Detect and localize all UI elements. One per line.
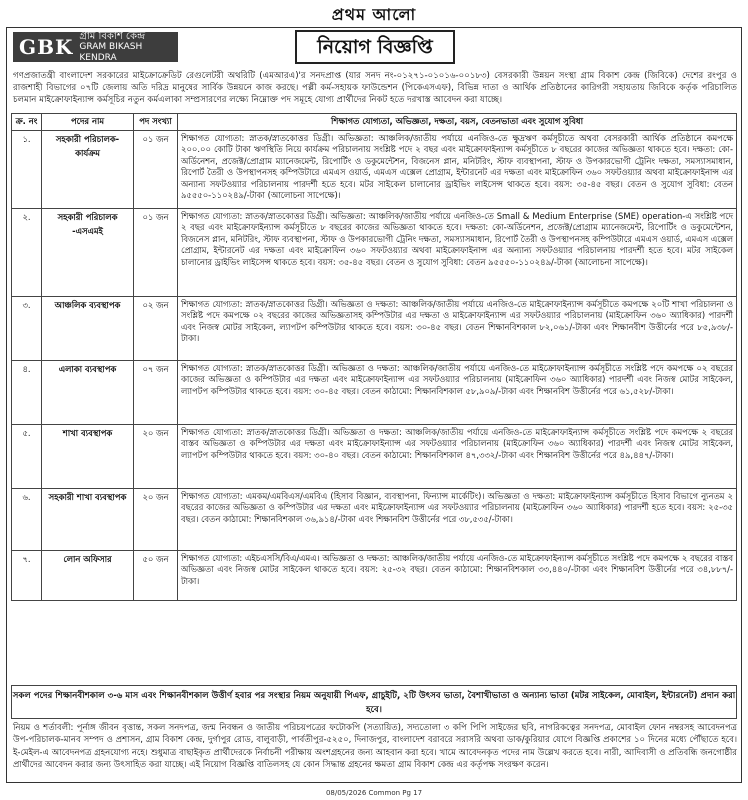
table-header-row [12, 114, 737, 131]
row-desc: শিক্ষাগত যোগ্যতা: স্নাতক/স্নাতকোত্তর ডিগ্রী। অভিজ্ঞতা ও দক্ষতা: আঞ্চলিক/জাতীয় পর্যায়ে এনজিও-তে মাইক্রোফাইন্যান্স কর্মসূচীতে সংশ্লিষ্ট পদে কমপক্ষে ২ বছরের বাস্তব অভিজ্ঞতা ও কম্পিউটার এর দক্ষতা এবং মাইক্রোফাইন্যান্স এর সফটওয়্যার পরিচালনায় (মাইক্রোফিন ৩৬০ অ্যাধিকার) পারদর্শী এবং নিজস্ব মোটর সাইকেল, ল্যাপটপ কম্পিউটার থাকতে হবে। বয়স: ৩০-৪০ বছর। বেতন কাঠামো: শিক্ষানবিশকাল ৪৭,৩৩২/-টাকা এবং শিক্ষানবিশ উত্তীর্নের পরে ৪৯,৪৪৭/-টাকা। [178, 425, 737, 489]
job-advertisement [6, 27, 742, 783]
org-names [79, 31, 178, 64]
row-desc: শিক্ষাগত যোগ্যতা: স্নাতক/স্নাতকোত্তর ডিগ্রী। অভিজ্ঞতা ও দক্ষতা: আঞ্চলিক/জাতীয় পর্যায়ে এনজিও-তে মাইক্রোফাইন্যান্স কর্মসূচীতে সংশ্লিষ্ট পদে কমপক্ষে ০২ বছরের কাজের অভিজ্ঞতা ও কম্পিউটার এর দক্ষতা এবং মাইক্রোফাইন্যান্স এর সফটওয়্যার পরিচালনায় (মাইক্রোফিন ৩৬০ অ্যাধিকার) পারদর্শী এবং নিজস্ব মোটর সাইকেল, ল্যাপটপ কম্পিউটার থাকতে হবে। বয়স: ৩০-৪৫ বছর। বেতন কাঠামো: শিক্ষানবিশকাল ৫৮,৯০৯/-টাকা এবং শিক্ষানবিশ উত্তীর্নের পরে ৬১,৫২৮/-টাকা। [178, 361, 737, 425]
row-count: ২০ জন [134, 489, 178, 551]
table-row [12, 551, 737, 601]
intro-paragraph: গণপ্রজাতন্ত্রী বাংলাদেশ সরকারের মাইক্রোক্রেডিট রেগুলেটরী অথরিটি (এমআরএ)'র সনদপ্রাপ্ত (যার সনদ নং-০১২৭১-০১০১৬-০০১৮৩) বেসরকারী উন্নয়ন সংস্থা গ্রাম বিকাশ কেন্দ্র (জিবিকে) দেশের রংপুর ও রাজশাহী বিভাগের ০৭টি জেলায় অতি দরিদ্র মানুষের সার্বিক উন্নয়নে কাজ করছে। পল্লী কর্ম-সহায়ক ফাউন্ডেশন (পিকেএসএফ), বিভিন্ন দাতা ও আর্থিক প্রতিষ্ঠানের কারিগরী সহায়তায় জিবিকে কর্তৃক পরিচালিত চলমান মাইক্রোফাইন্যান্স কর্মসূচির নতুন কর্মএলাকা সম্প্রসারণের লক্ষ্যে নিম্নোক্ত পদ সমূহে যোগ্য প্রার্থীদের নিকট হতে দরখাস্ত আবেদন করা যাচ্ছে। [13, 71, 737, 106]
row-desc: শিক্ষাগত যোগ্যতা: স্নাতক/স্নাতকোত্তর ডিগ্রী। অভিজ্ঞতা: আঞ্চলিক/জাতীয় পর্যায়ে এনজিও-তে ক্ষুদ্রঋণ কর্মসূচীতে অথবা বেসরকারী আর্থিক প্রতিষ্ঠানে কমপক্ষে ২০০.০০ কোটি টাকা ঋণস্থিতি নিয়ে কার্যক্রম পরিচালনায় সংশ্লিষ্ট পদে ২ বছর এবং মাইক্রোফাইন্যান্স কর্মসূচীতে ৮ বছরের কাজের অভিজ্ঞতা থাকতে হবে। দক্ষতা: কো-অর্ডিনেশন, প্রজেক্ট/প্রোগ্রাম ম্যানেজমেন্ট, রিপোর্টিং ও ডকুমেন্টেশন, বিজনেস প্লান, মনিটরিং, স্টাফ ব্যবস্থাপনা, স্টাফ ও উপকারভোগী ট্রেনিং দক্ষতা, সমস্যাসমাধান, রিপোর্ট তৈরী ও উপস্থাপনসহ কম্পিউটারে এমএস ওয়ার্ড, এমএস এক্সেল প্রোগ্রাম, ইন্টারনেট এর দক্ষতা এবং মাইক্রোফিন ৩৬০ সফটওয়্যার অথবা মাইক্রোফাইনান্স এর অন্যান্য সফটওয়্যার পরিচালনায় পারদর্শী হতে হবে। মটর সাইকেল চালানোর ড্রাইভিং লাইসেন্স থাকতে হবে। বয়স: ৩৫-৪৫ বছর। বেতন ও সুযোগ সুবিধা: বেতন ৯৫৫৫০-১১০২৪৯/-টাকা (আলোচনা সাপেক্ষে)। [178, 131, 737, 209]
row-post: সহকারী পরিচালক -এসএমই [42, 209, 134, 297]
header-sl: ক্র. নং [12, 114, 42, 131]
org-name-en: GRAM BIKASH KENDRA [79, 41, 143, 63]
row-desc: শিক্ষাগত যোগ্যতা: এইচএসসি/বিএ/এমএ। অভিজ্ঞতা ও দক্ষতা: আঞ্চলিক/জাতীয় পর্যায়ে এনজিও-তে মাইক্রোফাইন্যান্স কর্মসূচীতে সংশ্লিষ্ট পদে কমপক্ষে ২ বছরের বাস্তব অভিজ্ঞতা এবং নিজস্ব মোটর সাইকেল থাকতে হবে। বয়স: ২৫-৩২ বছর। বেতন কাঠামো: শিক্ষানবিশকাল ৩৩,৪৪০/-টাকা এবং শিক্ষানবিশ উত্তীর্নের পরে ৩৪,৮৮৭/-টাকা। [178, 551, 737, 601]
benefits-note: সকল পদের শিক্ষানবীশকাল ৩-৬ মাস এবং শিক্ষানবীশকাল উত্তীর্ণ হবার পর সংস্থার নিয়ম অনুযায়ী পিএফ, গ্রাচুইটি, ২টি উৎসব ভাতা, বৈশাখীভাতা ও অন্যান্য ভাতা (মটর সাইকেল, মোবাইল, ইন্টারনেট) প্রদান করা হবে। [11, 685, 737, 719]
row-sl: ৪. [12, 361, 42, 425]
org-monogram: GBK [19, 35, 74, 59]
header-desc: শিক্ষাগত যোগ্যতা, অভিজ্ঞতা, দক্ষতা, বয়স, বেতনভাতা এবং সুযোগ সুবিধা [178, 114, 737, 131]
table-row [12, 131, 737, 209]
newspaper-masthead [0, 0, 748, 24]
ad-title: নিয়োগ বিজ্ঞপ্তি [295, 30, 455, 64]
table-row [12, 209, 737, 297]
newspaper-logo: প্রথম আলো [331, 5, 417, 24]
header-post: পদের নাম [42, 114, 134, 131]
ad-header [7, 28, 741, 68]
header-count: পদ সংখ্যা [134, 114, 178, 131]
row-sl: ২. [12, 209, 42, 297]
terms-and-conditions: নিয়ম ও শর্তাবলী: পূর্নাঙ্গ জীবন বৃত্তান্ত, সকল সনদপত্র, জন্ম নিবন্ধন ও জাতীয় পরিচয়পত্রের ফটোকপি (সত্যায়িত), সদ্যতোলা ৩ কপি পিপি সাইজের ছবি, নাগরিকত্বের সনদপত্র, মোবাইল ফোন নম্বরসহ আবেদনপত্র উপ-পরিচালক-মানব সম্পদ ও প্রশাসন, গ্রাম বিকাশ কেন্দ্র, দুর্গাপুর রোড, বালুবাড়ী, পার্বতীপুর-৫২৫০, দিনাজপুর, বাংলাদেশ বরাবরে সরাসরি অথবা ডাক/কুরিয়ার যোগে বিজ্ঞপ্তি প্রকাশের ১০ দিনের মধ্যে পৌঁছাতে হবে। ই-মেইল-এ আবেদনপত্র গ্রহনযোগ্য নহে। শুধুমাত্র বাছাইকৃত প্রার্থীদেরকে নির্বাচনী পরীক্ষায় অংশগ্রহনের জন্য আহবান করা হবে। খামে আবেদনকৃত পদের নাম উল্লেখ করতে হবে। নারী, আদিবাসী ও প্রতিবন্ধি জনগোষ্ঠীর প্রার্থীদের আবেদন করার জন্য উৎসাহিত করা যাচ্ছে। এই নিয়োগ বিজ্ঞপ্তি বাতিলসহ যে কোন সিদ্ধান্ত গ্রহনের ক্ষমতা গ্রাম বিকাশ কেন্দ্র এর কর্তৃপক্ষ সংরক্ষণ করেন। [13, 723, 737, 771]
row-count: ০৭ জন [134, 361, 178, 425]
org-name-bn: গ্রাম বিকাশ কেন্দ্র [79, 30, 146, 42]
row-count: ৫০ জন [134, 551, 178, 601]
row-post: সহকারী পরিচালক-কার্যক্রম [42, 131, 134, 209]
row-count: ০১ জন [134, 131, 178, 209]
row-post: আঞ্চলিক ব্যবস্থাপক [42, 297, 134, 361]
row-post: শাখা ব্যবস্থাপক [42, 425, 134, 489]
row-sl: ৭. [12, 551, 42, 601]
row-sl: ৩. [12, 297, 42, 361]
row-count: ২০ জন [134, 425, 178, 489]
row-desc: শিক্ষাগত যোগ্যতা: স্নাতক/স্নাতকোত্তর ডিগ্রী। অভিজ্ঞতা: আঞ্চলিক/জাতীয় পর্যায়ে এনজিও-তে Small & Medium Enterprise (SME) operation-এ সংশ্লিষ্ট পদে ২ বছর এবং মাইক্রোফাইন্যান্স কর্মসূচীতে ৮ বছরের কাজের অভিজ্ঞতা থাকতে হবে। দক্ষতা: কো-অর্ডিনেশন, প্রজেক্ট/প্রোগ্রাম ম্যানেজমেন্ট, রিপোর্টিং ও ডকুমেন্টেশন, বিজনেস প্লান, মনিটরিং, স্টাফ ব্যবস্থাপনা, স্টাফ ও উপকারভোগী ট্রেনিং দক্ষতা, সমস্যাসমাধান, রিপোর্ট তৈরী ও উপস্থাপনসহ কম্পিউটারে এমএস ওয়ার্ড, এমএস এক্সেল প্রোগ্রাম, ইন্টারনেট এর দক্ষতা এবং মাইক্রোফিন ৩৬০ সফটওয়্যার অথবা মাইক্রোফাইনান্স এর অন্যান্য সফটওয়্যার পরিচালনায় পারদর্শী হতে হবে। মটর সাইকেল চালানোর ড্রাইভিং লাইসেন্স থাকতে হবে। বয়স: ৩৫-৪৫ বছর। বেতন ও সুযোগ সুবিধা: বেতন ৯৫৫৫০-১১০২৪৯/-টাকা (আলোচনা সাপেক্ষে)। [178, 209, 737, 297]
row-post: এলাকা ব্যবস্থাপক [42, 361, 134, 425]
row-desc: শিক্ষাগত যোগ্যতা: এমকম/এমবিএস/এমবিএ (হিসাব বিজ্ঞান, ব্যবস্থাপনা, ফিন্যান্স মার্কেটিং)। অভিজ্ঞতা ও দক্ষতা: মাইক্রোফাইন্যান্স কর্মসূচীতে হিসাব বিভাগে ন্যুনতম ২ বছরের কাজের অভিজ্ঞতা ও কম্পিউটার এর দক্ষতা এবং মাইক্রোফাইন্যান্স এর সফটওয়্যার পরিচালনায় (মাইক্রোফিন ৩৬০ অ্যাধিকার) পারদর্শী হতে হবে। বয়স: ২৫-৩৫ বছর। বেতন কাঠামো: শিক্ষানবিশকাল ৩৬,৯১৪/-টাকা এবং শিক্ষানবিশ উত্তীর্নের পরে ৩৮,৫৩৫/-টাকা। [178, 489, 737, 551]
row-count: ০১ জন [134, 209, 178, 297]
page-footer: 08/05/2026 Common Pg 17 [325, 789, 423, 797]
row-sl: ৫. [12, 425, 42, 489]
row-post: লোন অফিসার [42, 551, 134, 601]
table-row [12, 297, 737, 361]
positions-table [11, 113, 737, 601]
row-post: সহকারী শাখা ব্যবস্থাপক [42, 489, 134, 551]
org-logo [13, 32, 178, 62]
row-desc: শিক্ষাগত যোগ্যতা: স্নাতক/স্নাতকোত্তর ডিগ্রী। অভিজ্ঞতা ও দক্ষতা: আঞ্চলিক/জাতীয় পর্যায়ে এনজিও-তে মাইক্রোফাইন্যান্স কর্মসূচীতে কমপক্ষে ২০টি শাখা পরিচালনা ও সংশ্লিষ্ট পদে কমপক্ষে ০২ বছরের কাজের অভিজ্ঞতাসহ কম্পিউটার এর দক্ষতা ও মাইক্রোফাইন্যান্স এর সফটওয়্যার পরিচালনায় (মাইক্রোফিন ৩৬০ অ্যাধিকার) পারদর্শী এবং নিজস্ব মোটর সাইকেল, ল্যাপটপ কম্পিউটার থাকতে হবে। বয়স: ৩০-৪৫ বছর। বেতন শিক্ষানবিশকাল ৮২,০৬১/-টাকা এবং শিক্ষানবীশ উত্তীর্নের পরে ৮৫,৯৩৮/-টাকা। [178, 297, 737, 361]
row-count: ০২ জন [134, 297, 178, 361]
table-row [12, 361, 737, 425]
row-sl: ৬. [12, 489, 42, 551]
row-sl: ১. [12, 131, 42, 209]
table-row [12, 425, 737, 489]
table-row [12, 489, 737, 551]
